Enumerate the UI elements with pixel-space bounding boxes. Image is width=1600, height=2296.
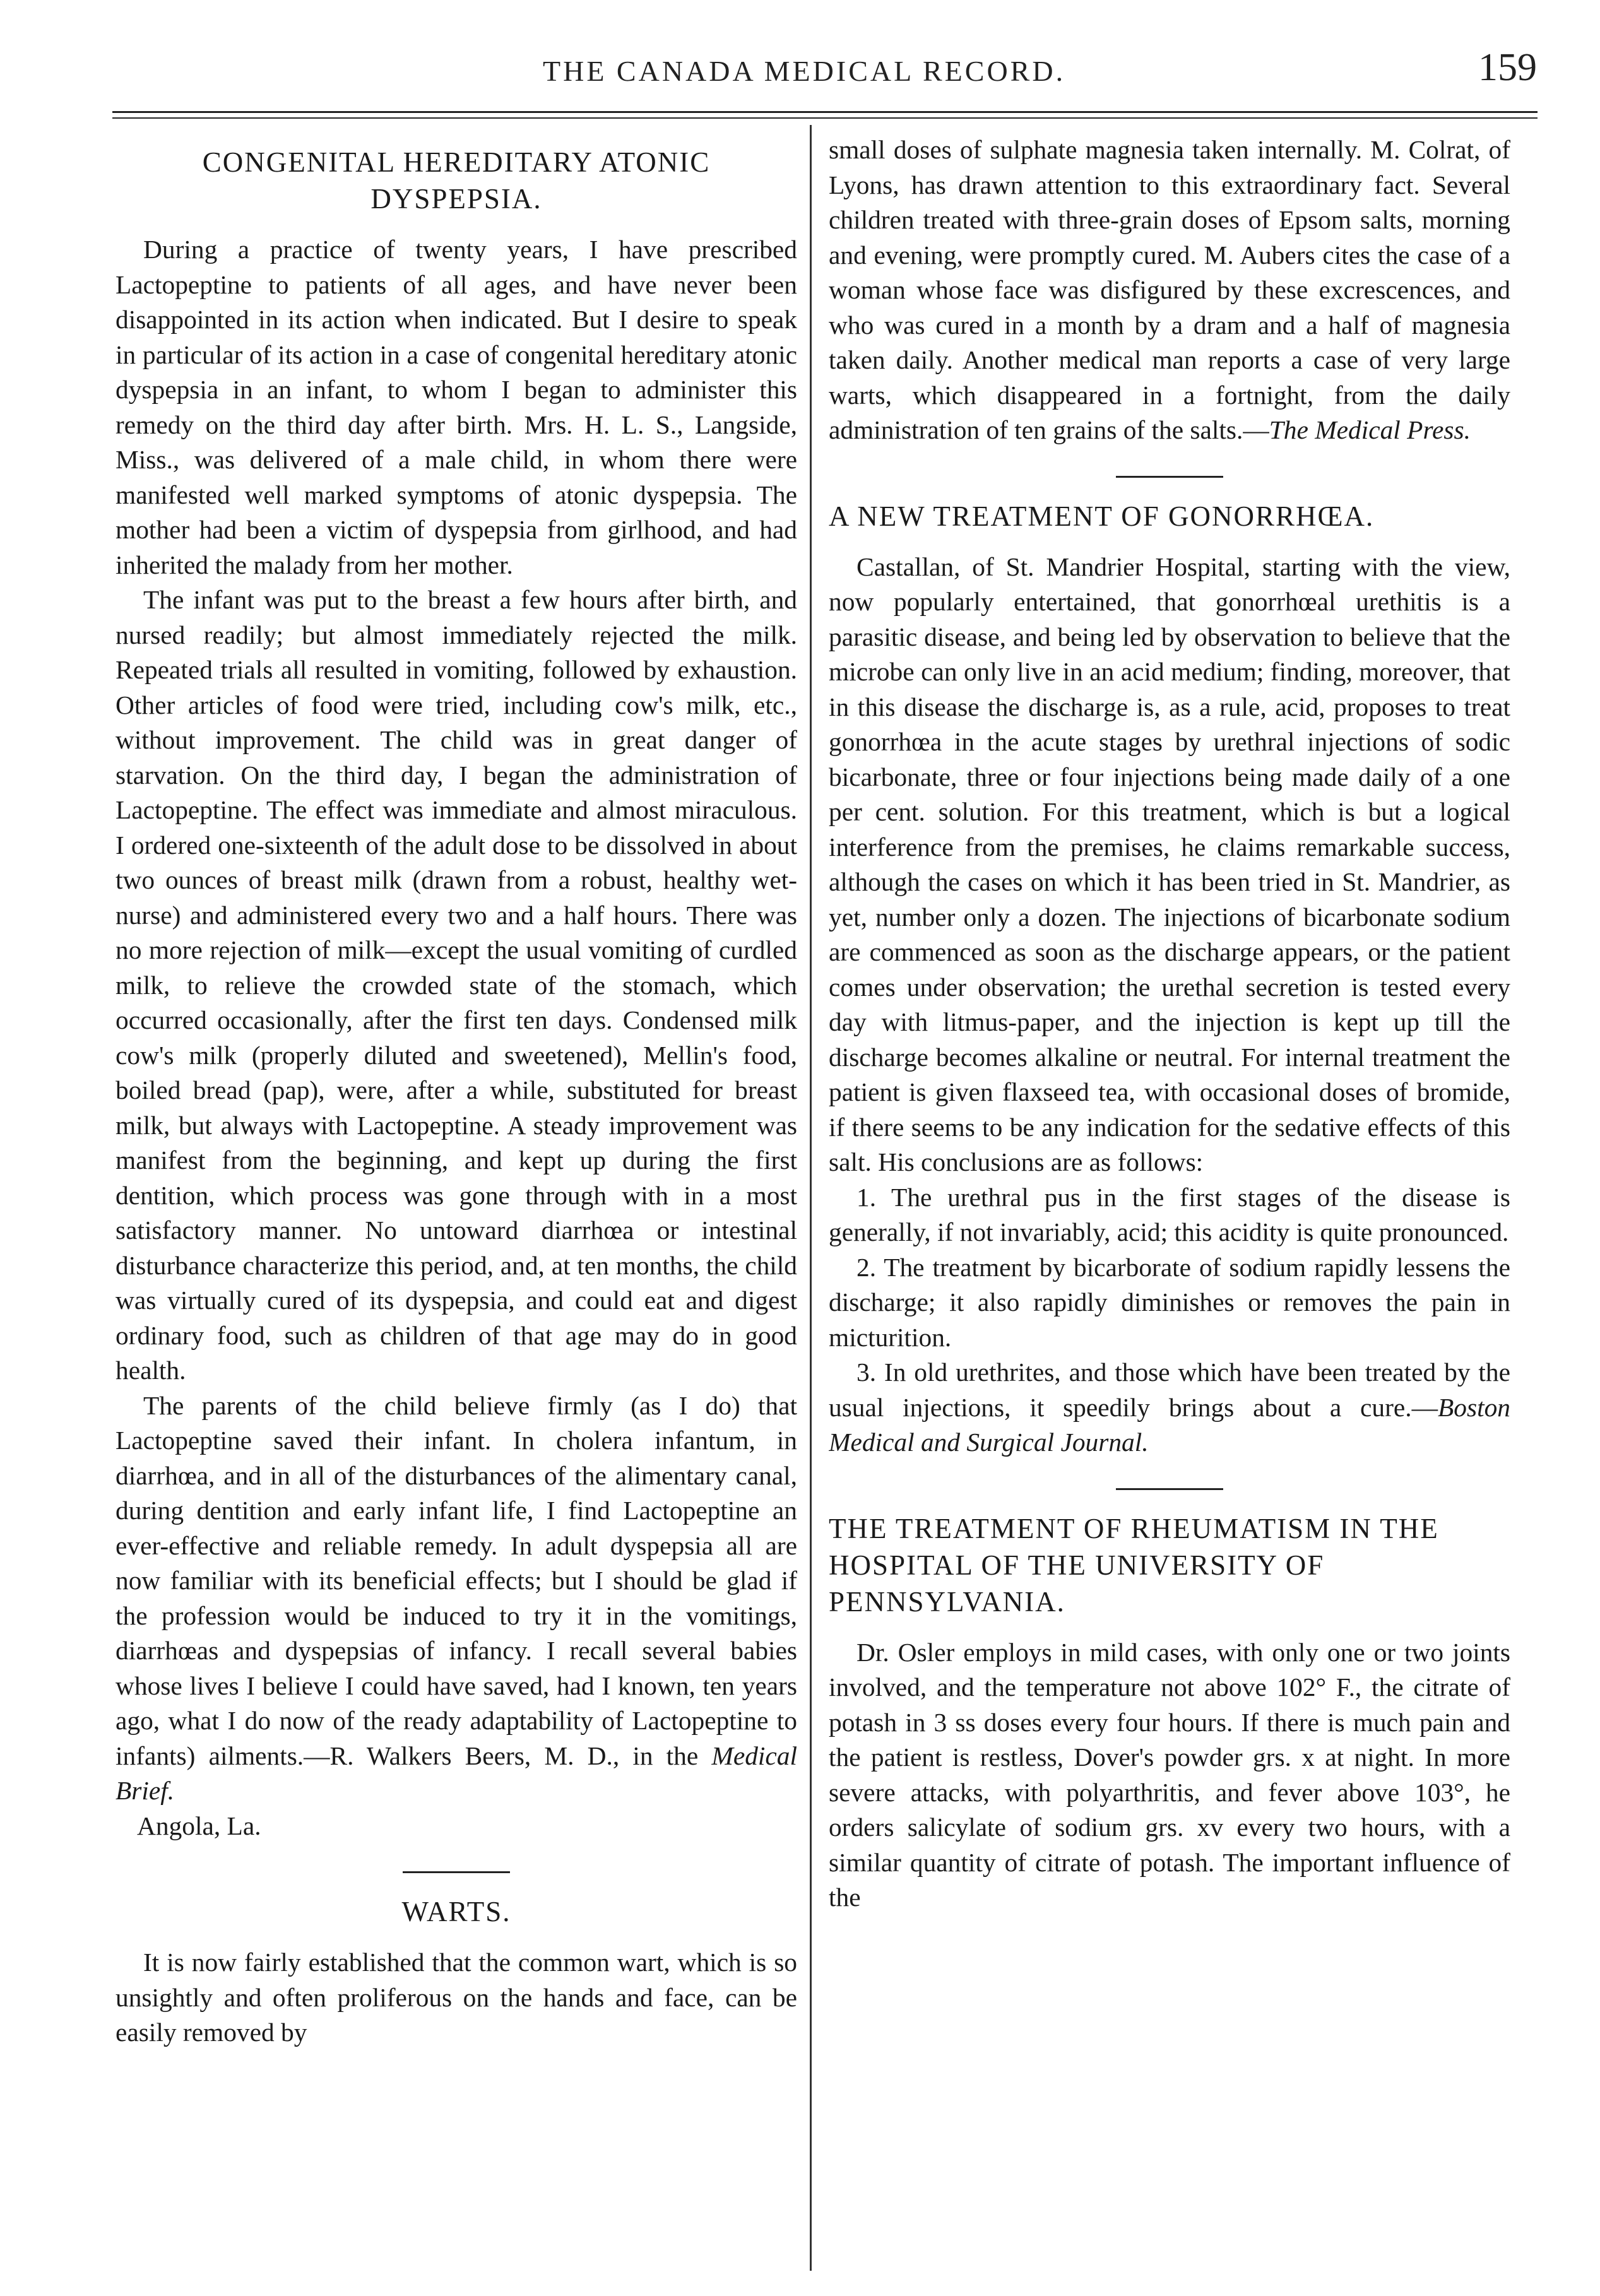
warts-paragraph-end: small doses of sulphate magnesia taken internally. M. Colrat, of Lyons, has drawn attention to this extraordinary fact. Several children treated with three-grain doses of Epsom salts, morning and evening, were promptly cured. M. Aubers cites the case of a woman whose face was disfigured by these excrescences, and who was cured in a month by a dram and a half of magnesia taken daily. Another medical man reports a case of very large warts, which disappeared in a fortnight, from the daily administration of ten grains of the salts.— (829, 135, 1510, 444)
article-divider (1116, 1488, 1223, 1490)
dyspepsia-paragraph-3 (116, 1388, 797, 1809)
page-number: 159 (1478, 46, 1537, 89)
running-head (101, 37, 1537, 112)
gonorrhoea-intro: Castallan, of St. Mandrier Hospital, starting with the view, now popularly entertained, that gonorrhœal urethitis is a parasitic disease, and being led by observation to believe that the microbe can only live in an acid medium; finding, moreover, that in this disease the discharge is, as a rule, acid, proposes to treat gonorrhœa in the acute stages by urethral injections of sodic bicarbonate, three or four injections being made daily of a one per cent. solution. For this treatment, which is but a logical interference from the premises, he claims remarkable success, although the cases on which it has been tried in St. Mandrier, as yet, number only a dozen. The injections of bicarbonate sodium are commenced as soon as the discharge appears, or the patient comes under observation; the urethal secretion is tested every day with litmus-paper, and the injection is kept up till the discharge becomes alkaline or neutral. For internal treatment the patient is given flaxseed tea, with occasional doses of bromide, if there seems to be any indication for the sedative effects of this salt. His conclusions are as follows: (829, 552, 1510, 1176)
gonorrhoea-conclusion-3-text: 3. In old urethrites, and those which have been treated by the usual injections, it speedily brings about a cure.— (829, 1358, 1510, 1422)
gonorrhoea-conclusion-3 (829, 1355, 1510, 1460)
gonorrhoea-source: Boston Medical and Surgical Journal. (829, 1392, 1510, 1457)
dyspepsia-place: Angola, La. (137, 1811, 261, 1840)
gonorrhoea-conclusion-2: 2. The treatment by bicarborate of sodium rapidly lessens the discharge; it also rapidly diminishes or removes the pain in micturition. (829, 1252, 1510, 1352)
header-double-rule (112, 111, 1538, 119)
column-divider (810, 125, 812, 2271)
running-title: THE CANADA MEDICAL RECORD. (543, 55, 1066, 87)
article-title-gonorrhoea: A NEW TREATMENT OF GONORRHŒA. (829, 500, 1375, 532)
article-divider (403, 1871, 510, 1873)
dyspepsia-paragraph-3-text: The parents of the child believe firmly (as I do) that Lactopeptine saved their infant. In cholera infantum, in diarrhœa, and in all of the disturbances of the alimentary canal, during dentition and early infant life, I find Lactopeptine an ever-effective and reliable remedy. In adult dyspepsia all are now familiar with its beneficial effects; but I should be glad if the profession would be induced to try it in the vomitings, diarrhœas and dyspepsias of infancy. I recall several babies whose lives I believe I could have saved, had I known, ten years ago, what I do now of the ready adaptability of Lactopeptine to infants) ailments.—R. Walkers Beers, M. D., in the (116, 1390, 797, 1770)
rheumatism-paragraph: Dr. Osler employs in mild cases, with only one or two joints involved, and the temperature not above 102° F., the citrate of potash in 3 ss doses every four hours. If there is much pain and the patient is restless, Dover's powder grs. x at night. In more severe attacks, with polyarthritis, and fever above 103°, he orders salicylate of sodium grs. xv every two hours, with a similar quantity of citrate of potash. The important influence of the (829, 1637, 1510, 1912)
gonorrhoea-conclusion-1: 1. The urethral pus in the first stages of the disease is generally, if not invariably, acid; this acidity is quite pronounced. (829, 1182, 1510, 1246)
article-title-rheumatism: THE TREATMENT OF RHEUMATISM IN THE HOSPITAL OF THE UNIVERSITY OF PENNSYLVANIA. (829, 1512, 1439, 1618)
article-title-warts: WARTS. (401, 1896, 511, 1927)
warts-source: The Medical Press. (1269, 415, 1471, 444)
left-column (116, 133, 797, 2272)
right-column (829, 133, 1510, 2272)
article-title-dyspepsia: CONGENITAL HEREDITARY ATONIC DYSPEPSIA. (202, 146, 711, 215)
dyspepsia-paragraph-1: During a practice of twenty years, I have prescribed Lactopeptine to patients of all ages, and have never been disappointed in its action when indicated. But I desire to speak in particular of its action in a case of congenital hereditary atonic dyspepsia in an infant, to whom I began to administer this remedy on the third day after birth. Mrs. H. L. S., Langside, Miss., was delivered of a male child, in whom there were manifested well marked symptoms of atonic dyspepsia. The mother had been a victim of dyspepsia from girlhood, and had inherited the malady from her mother. (116, 235, 797, 579)
warts-paragraph-continued (829, 133, 1510, 448)
dyspepsia-source: Medical Brief. (116, 1741, 797, 1805)
dyspepsia-paragraph-2: The infant was put to the breast a few hours after birth, and nursed readily; but almost immediately rejected the milk. Repeated trials all resulted in vomiting, followed by exhaustion. Other articles of food were tried, including cow's milk, etc., without improvement. The child was in great danger of starvation. On the third day, I began the administration of Lactopeptine. The effect was immediate and almost miraculous. I ordered one-sixteenth of the adult dose to be dissolved in about two ounces of breast milk (drawn from a robust, healthy wet-nurse) and administered every two and a half hours. There was no more rejection of milk—except the usual vomiting of curdled milk, to relieve the crowded state of the stomach, which occurred occasionally, after the first ten days. Condensed milk cow's milk (properly diluted and sweetened), Mellin's food, boiled bread (pap), were, after a while, substituted for breast milk, but always with Lactopeptine. A steady improvement was manifest from the beginning, and kept up during the first dentition, which process was gone through with in a most satisfactory manner. No untoward diarrhœa or intestinal disturbance characterize this period, and, at ten months, the child was virtually cured of its dyspepsia, and could eat and digest ordinary food, such as children of that age may do in good health. (116, 585, 797, 1385)
article-divider (1116, 476, 1223, 478)
warts-paragraph-start: It is now fairly established that the common wart, which is so unsightly and often proliferous on the hands and face, can be easily removed by (116, 1948, 797, 2047)
